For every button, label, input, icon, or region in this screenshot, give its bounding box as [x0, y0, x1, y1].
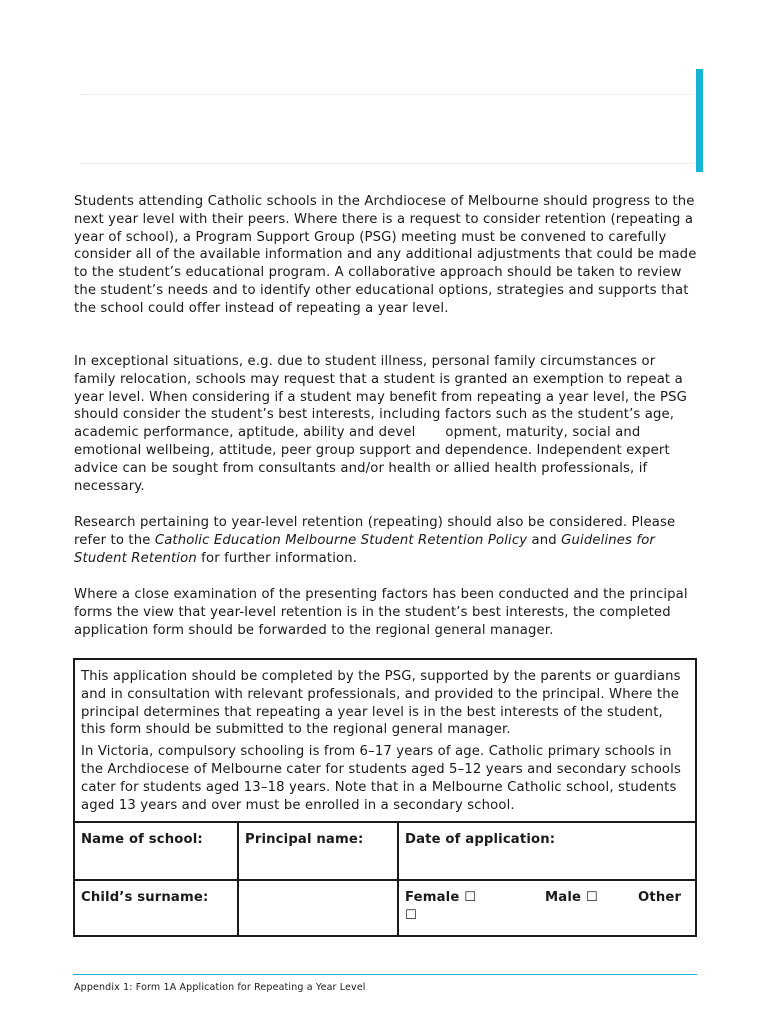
- footer-text: Appendix 1: Form 1A Application for Repeating a Year Level: [74, 982, 366, 993]
- principal-name-field[interactable]: [238, 822, 398, 880]
- female-checkbox[interactable]: ☐: [464, 890, 477, 906]
- principal-name-label: Principal name:: [245, 832, 364, 848]
- application-form-table: [73, 658, 697, 937]
- surname-label-cell: [74, 880, 238, 936]
- footer-divider: [73, 974, 697, 975]
- research-text-start: Research pertaining to year-level retention (repeating) should also be considered. Please refer to the: [74, 515, 676, 548]
- header-bottom-divider: [80, 163, 694, 164]
- paragraph-retention-overview: Students attending Catholic schools in the Archdiocese of Melbourne should progress to the next year level with their peers. Where there is a request to consider retention (repeating a year of school), a Program Support Group (PSG) meeting must be convened to carefully consider all of the available information and any additional adjustments that could be made to the student’s educational program. A collaborative approach should be taken to review the student’s needs and to identify other educational options, strategies and supports that the school could offer instead of repeating a year level.: [74, 194, 697, 316]
- male-label: Male: [545, 890, 582, 906]
- form-instructions-text: This application should be completed by the PSG, supported by the parents or guardians and in consultation with relevant professionals, and provided to the principal. Where the principal determines that repeating a year level is in the best interests of the student, this form should be submitted to the regional general manager.: [81, 669, 681, 738]
- research-text-and: and: [527, 532, 562, 548]
- gender-options: [405, 889, 689, 907]
- child-surname-input[interactable]: [238, 880, 398, 936]
- paragraph-exceptions-part1: In exceptional situations, e.g. due to student illness, personal family circumstances or family relocation, schools may request that a student is granted an exemption to repeat a year level. When considering if a student may benefit from repeating a year level, the PSG should consider the student’s best interests, including factors such as the student’s age, academic performance, aptitude, ability and devel: [74, 354, 687, 441]
- child-surname-label: Child’s surname:: [81, 890, 209, 906]
- form-instructions-cell: [74, 659, 696, 822]
- exceptional-situations-paragraph: [74, 353, 698, 495]
- gender-cell: [398, 880, 696, 936]
- header-top-divider: [80, 94, 694, 95]
- female-label: Female: [405, 890, 460, 906]
- intro-paragraph: [74, 193, 698, 318]
- header-accent-bar: [696, 69, 703, 172]
- male-checkbox[interactable]: ☐: [585, 890, 598, 906]
- school-name-field[interactable]: [74, 822, 238, 880]
- compulsory-schooling-note: In Victoria, compulsory schooling is from 6–17 years of age. Catholic primary schools in the Archdiocese of Melbourne cater for students aged 5–12 years and secondary schools cater for students aged 13–18 years. Note that in a Melbourne Catholic school, students aged 13 years and over must be enrolled in a secondary school.: [81, 744, 681, 813]
- paragraph-exceptions-part2: opment, maturity, social and emotional wellbeing, attitude, peer group support and dependence. Independent expert advice can be sought from consultants and/or health or allied health professionals, if necessary.: [74, 425, 670, 494]
- school-name-label: Name of school:: [81, 832, 203, 848]
- other-label: Other: [638, 890, 682, 906]
- research-text-end: for further information.: [196, 550, 358, 566]
- paragraph-submission: Where a close examination of the presenting factors has been conducted and the principal forms the view that year-level retention is in the student’s best interests, the completed application form should be forwarded to the regional general manager.: [74, 587, 688, 638]
- other-checkbox[interactable]: ☐: [405, 908, 417, 924]
- submission-paragraph: [74, 586, 698, 639]
- guidelines-reference: Guidelines for Student Retention: [74, 532, 655, 566]
- research-paragraph: [74, 514, 698, 567]
- date-of-application-field[interactable]: [398, 822, 696, 880]
- date-of-application-label: Date of application:: [405, 832, 556, 848]
- gender-option-male[interactable]: [545, 889, 638, 907]
- policy-reference: Catholic Education Melbourne Student Retention Policy: [154, 532, 528, 548]
- gender-option-female[interactable]: [405, 889, 545, 907]
- gender-option-other[interactable]: [638, 889, 681, 907]
